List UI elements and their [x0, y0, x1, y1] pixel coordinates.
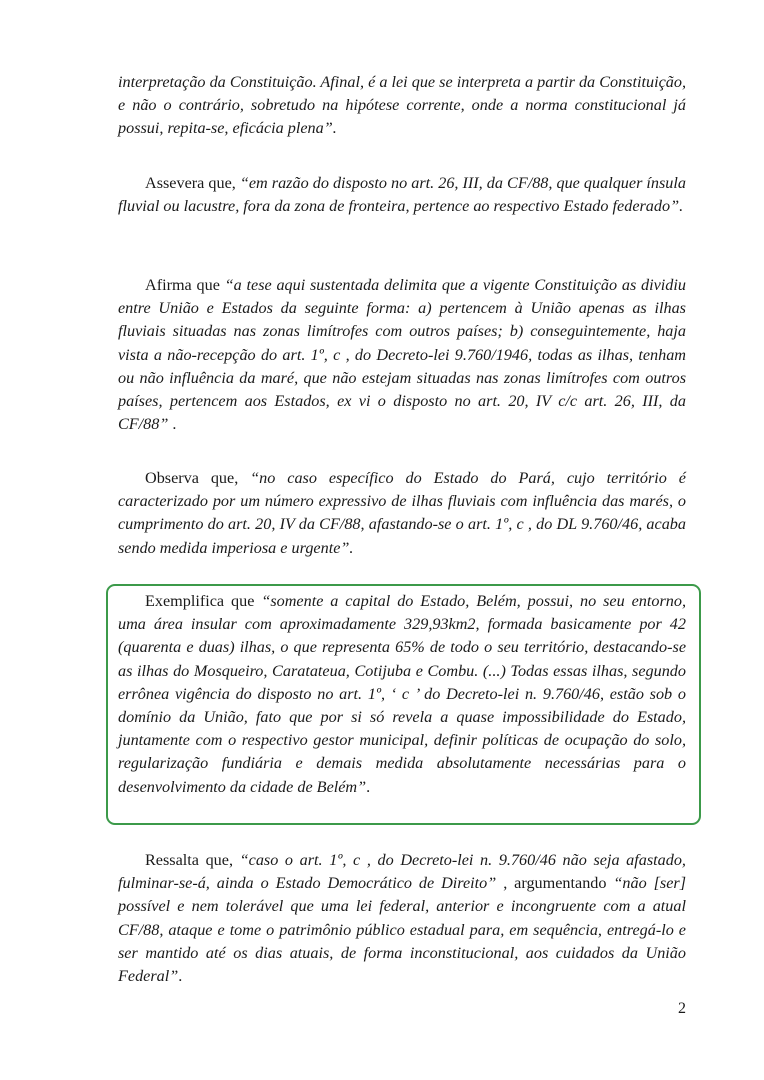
quoted-text: “somente a capital do Estado, Belém, possui, no seu entorno, uma área insular com aproximadamente 329,93km2, formada basicamente por 42 (quarenta e duas) ilhas, o que representa 65% de todo o seu território, destacando-se as ilhas do Mosqueiro, Caratateua, Cotijuba e Combu. (...) Todas essas ilhas, segundo errônea vigência do disposto no art. 1º, ‘ c ’ do Decreto-lei n. 9.760/46, estão sob o domínio da União, fato que por si só revela a quase impossibilidade do Estado, juntamente com o respectivo gestor municipal, definir políticas de ocupação do solo, regularização fundiária e demais medida absolutamente necessárias para o desenvolvimento da cidade de Belém”: [118, 592, 686, 796]
paragraph-exemplifica: [118, 590, 686, 799]
paragraph-interpretacao: [118, 71, 686, 141]
page-number: 2: [678, 1000, 686, 1017]
body-text: Exemplifica que: [145, 592, 262, 610]
body-text: .: [366, 777, 371, 796]
quoted-text: “em razão do disposto no art. 26, III, da CF/88, que qualquer ínsula fluvial ou lacustre, fora da zona de fronteira, pertence ao respectivo Estado federado”.: [118, 174, 686, 216]
paragraph-assevera: [118, 172, 686, 218]
paragraph-ressalta: [118, 849, 686, 988]
body-text: Observa que,: [145, 469, 251, 487]
body-text: .: [178, 967, 183, 986]
paragraph-observa: [118, 467, 686, 560]
body-text: Ressalta que,: [145, 851, 240, 869]
body-text: Afirma que: [145, 276, 225, 294]
body-text: Assevera que,: [145, 174, 240, 192]
quoted-text: “não [ser] possível e nem tolerável que uma lei federal, anterior e incongruente com a atual CF/88, ataque e tome o patrimônio público estadual para, em sequência, entregá-lo e ser mantido até os dias atuais, de forma inconstitucional, aos cuidados da União Federal”: [118, 874, 686, 986]
body-text: .: [168, 415, 177, 434]
quoted-text: “caso o art. 1º, c , do Decreto-lei n. 9.760/46 não seja afastado, fulminar-se-á, ainda o Estado Democrático de Direito”: [118, 851, 686, 893]
paragraph-afirma: [118, 274, 686, 436]
quoted-text: interpretação da Constituição. Afinal, é a lei que se interpreta a partir da Constituição, e não o contrário, sobretudo na hipótese corrente, onde a norma constitucional já possui, repita-se, eficácia plena”.: [118, 73, 686, 138]
quoted-text: “a tese aqui sustentada delimita que a vigente Constituição as dividiu entre União e Estados da seguinte forma: a) pertencem à União apenas as ilhas fluviais situadas nas zonas limítrofes com outros países; b) conseguintemente, haja vista a não-recepção do art. 1º, c , do Decreto-lei 9.760/1946, todas as ilhas, tenham ou não influência da maré, que não estejam situadas nas zonas limítrofes com outros países, pertencem aos Estados, ex vi o disposto no art. 20, IV c/c art. 26, III, da CF/88”: [118, 276, 686, 434]
body-text: , argumentando: [496, 874, 614, 893]
quoted-text: “no caso específico do Estado do Pará, cujo território é caracterizado por um número expressivo de ilhas fluviais com influência das marés, o cumprimento do art. 20, IV da CF/88, afastando-se o art. 1º, c , do DL 9.760/46, acaba sendo medida imperiosa e urgente”.: [118, 469, 686, 557]
